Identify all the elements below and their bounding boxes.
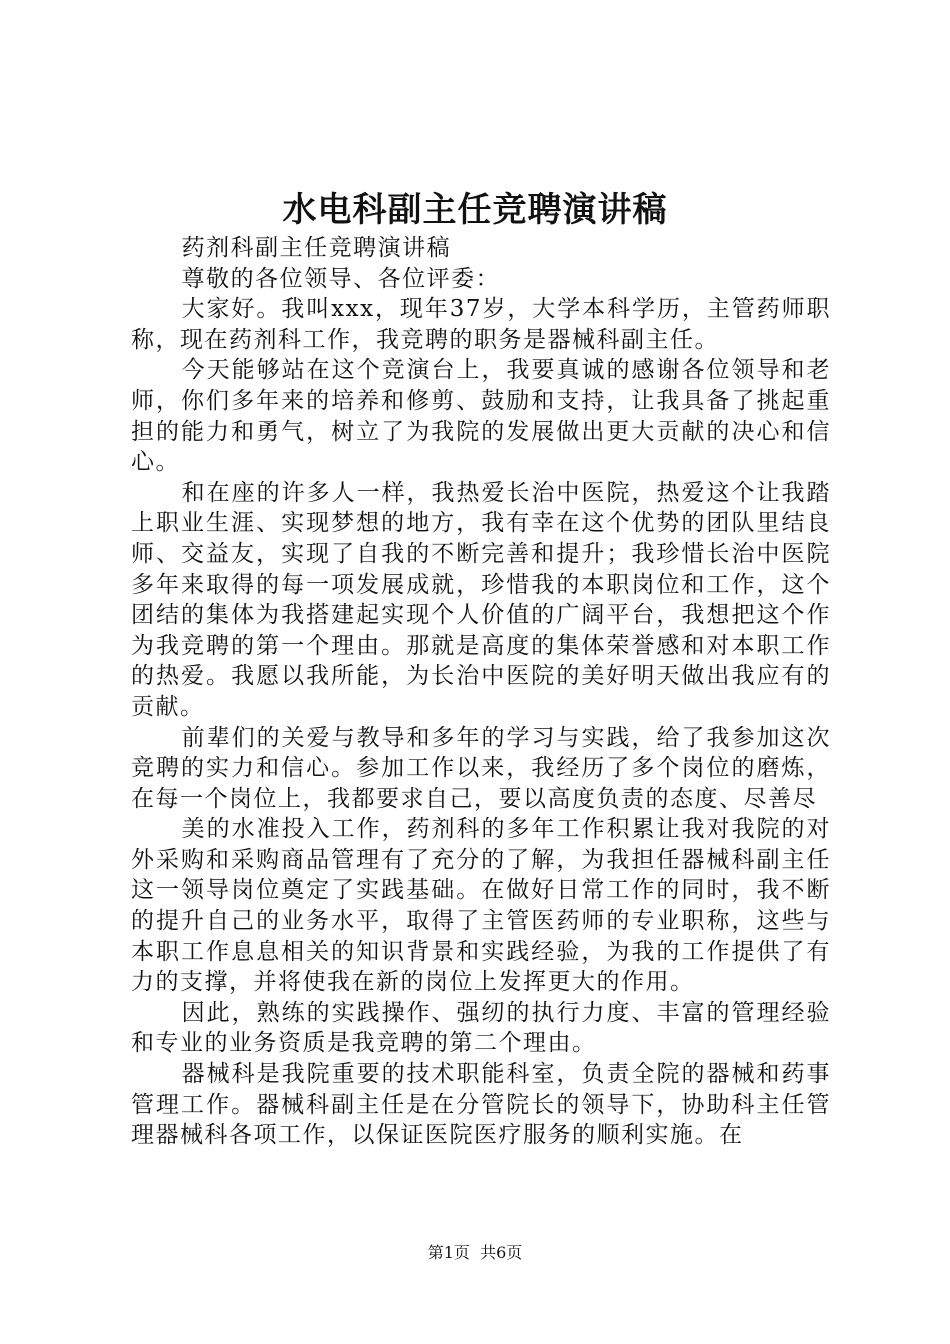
paragraph: 前辈们的关爱与教导和多年的学习与实践，给了我参加这次竞聘的实力和信心。参加工作以来，我经历了多个岗位的磨炼，在每一个岗位上，我都要求自己，要以高度负责的态度、尽善尽 — [131, 724, 831, 812]
paragraph-subtitle: 药剂科副主任竞聘演讲稿 — [181, 235, 452, 261]
paragraph: 因此，熟练的实践操作、强纫的执行力度、丰富的管理经验和专业的业务资质是我竞聘的第二个理由。 — [131, 999, 831, 1057]
paragraph: 器械科是我院重要的技术职能科室，负责全院的器械和药事管理工作。器械科副主任是在分管院长的领导下，协助科主任管理器械科各项工作，以保证医院医疗服务的顺利实施。在 — [131, 1061, 831, 1149]
page-total: 共6页 — [480, 1243, 523, 1262]
paragraph: 和在座的许多人一样，我热爱长治中医院，热爱这个让我踏上职业生涯、实现梦想的地方，我有幸在这个优势的团队里结良师、交益友，实现了自我的不断完善和提升；我珍惜长治中医院多年来取得的每一项发展成就，珍惜我的本职岗位和工作，这个团结的集体为我搭建起实现个人价值的广阔平台，我想把这个作为我竞聘的第一个理由。那就是高度的集体荣誉感和对本职工作的热爱。我愿以我所能，为长治中医院的美好明天做出我应有的贡献。 — [131, 479, 831, 720]
page-number: 第1页 — [427, 1243, 470, 1262]
paragraph: 大家好。我叫xxx，现年37岁，大学本科学历，主管药师职称，现在药剂科工作，我竞聘的职务是器械科副主任。 — [131, 296, 831, 353]
document-title: 水电科副主任竞聘演讲稿 — [282, 190, 668, 230]
paragraph-salutation: 尊敬的各位领导、各位评委： — [181, 265, 501, 292]
paragraph: 美的水准投入工作，药剂科的多年工作积累让我对我院的对外采购和采购商品管理有了充分的了解，为我担任器械科副主任这一领导岗位奠定了实践基础。在做好日常工作的同时，我不断的提升自己的业务水平，取得了主管医药师的专业职称，这些与本职工作息息相关的知识背景和实践经验，为我的工作提供了有力的支撑，并将使我在新的岗位上发挥更大的作用。 — [131, 816, 831, 996]
page-footer — [0, 1242, 950, 1264]
paragraph: 今天能够站在这个竞演台上，我要真诚的感谢各位领导和老师，你们多年来的培养和修剪、鼓励和支持，让我具备了挑起重担的能力和勇气，树立了为我院的发展做出更大贡献的决心和信心。 — [131, 357, 831, 476]
document-body — [131, 233, 831, 1151]
